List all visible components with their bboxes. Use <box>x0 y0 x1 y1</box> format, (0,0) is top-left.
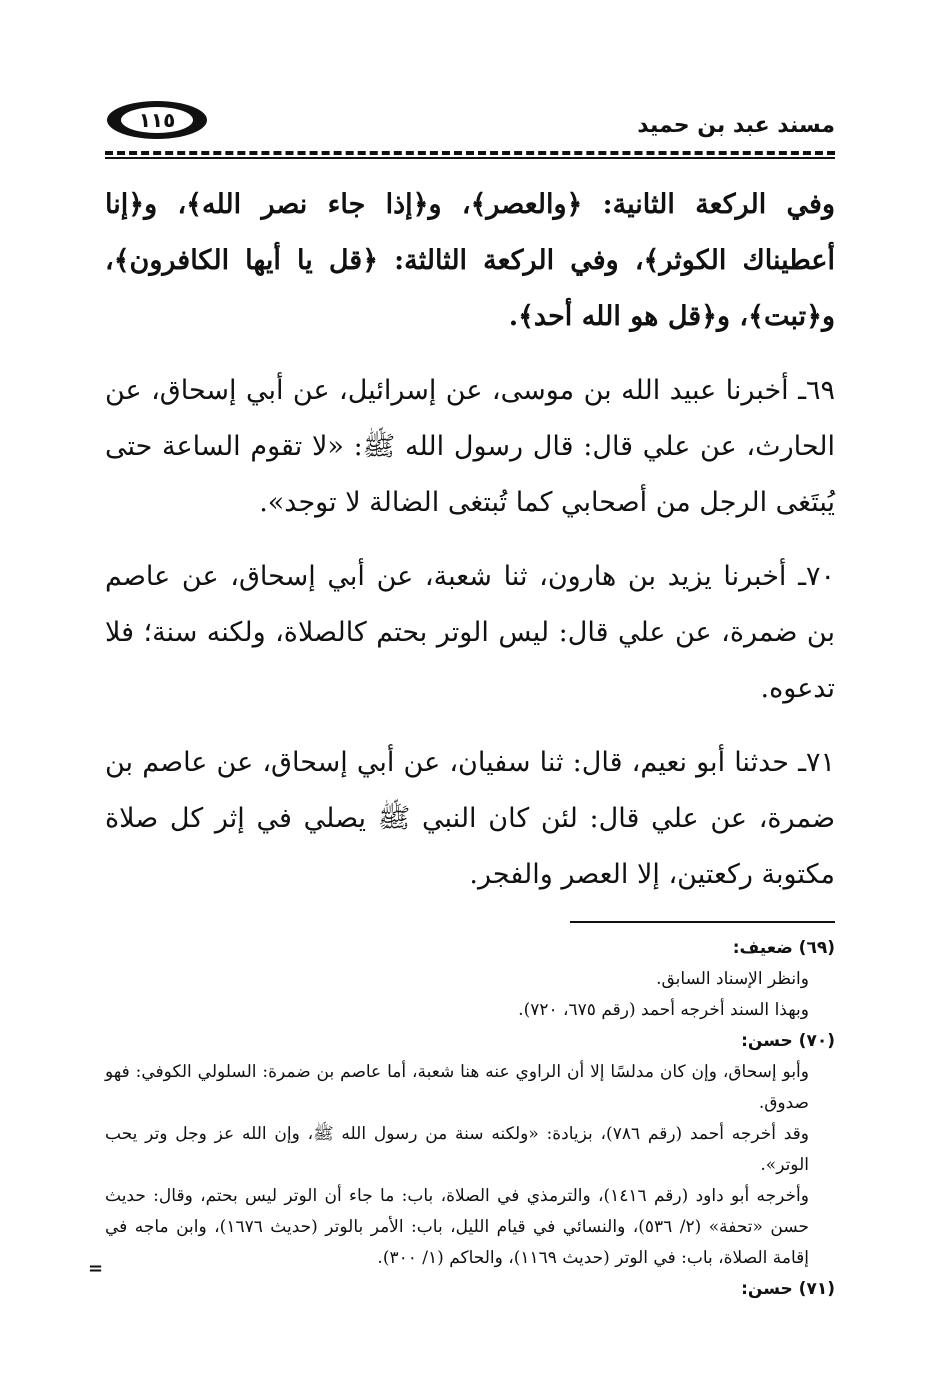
footnote-70-line: وأبو إسحاق، وإن كان مدلسًا إلا أن الراوي عنه هنا شعبة، أما عاصم بن ضمرة: السلولي الكوفي: فهو صدوق. <box>105 1062 809 1113</box>
header-rule-thin <box>105 157 835 159</box>
footnote-70-heading: (٧٠) حسن: <box>741 1031 835 1051</box>
footnote-69-line: وبهذا السند أخرجه أحمد (رقم ٦٧٥، ٧٢٠). <box>518 1000 809 1020</box>
footnotes <box>105 933 835 1305</box>
main-text <box>105 177 835 903</box>
footnote-71-heading: (٧١) حسن: <box>741 1279 835 1299</box>
footnote-70-line: وأخرجه أبو داود (رقم ١٤١٦)، والترمذي في الصلاة، باب: ما جاء أن الوتر ليس بحتم، وقال: حديث حسن «تحفة» (٢/ ٥٣٦)، والنسائي في قيام الليل، باب: الأمر بالوتر (حديث ١٦٧٦)، وابن ماجه في إقامة الصلاة، باب: في الوتر (حديث ١١٦٩)، والحاكم (١/ ٣٠٠). <box>105 1186 809 1268</box>
page-header <box>105 95 835 147</box>
hadith-69: ٦٩ـ أخبرنا عبيد الله بن موسى، عن إسرائيل، عن أبي إسحاق، عن الحارث، عن علي قال: قال رسول الله ﷺ: «لا تقوم الساعة حتى يُبتَغى الرجل من أصحابي كما تُبتغى الضالة لا توجد». <box>105 375 835 518</box>
margin-mark: = <box>88 1258 104 1279</box>
page-number-badge <box>107 101 207 139</box>
paragraph-recitation: وفي الركعة الثانية: ﴿والعصر﴾، و﴿إذا جاء نصر الله﴾، و﴿إنا أعطيناك الكوثر﴾، وفي الركعة الثالثة: ﴿قل يا أيها الكافرون﴾، و﴿تبت﴾، و﴿قل هو الله أحد﴾. <box>105 189 835 332</box>
footnote-69-heading: (٦٩) ضعيف: <box>732 938 835 958</box>
header-rule <box>105 151 835 155</box>
footnote-separator <box>570 921 835 923</box>
footnote-69-line: وانظر الإسناد السابق. <box>656 969 809 989</box>
hadith-70: ٧٠ـ أخبرنا يزيد بن هارون، ثنا شعبة، عن أبي إسحاق، عن عاصم بن ضمرة، عن علي قال: ليس الوتر بحتم كالصلاة، ولكنه سنة؛ فلا تدعوه. <box>105 561 835 704</box>
page-number: ١١٥ <box>121 107 193 133</box>
hadith-71: ٧١ـ حدثنا أبو نعيم، قال: ثنا سفيان، عن أبي إسحاق، عن عاصم بن ضمرة، عن علي قال: لئن كان النبي ﷺ يصلي في إثر كل صلاة مكتوبة ركعتين، إلا العصر والفجر. <box>105 747 835 890</box>
book-page <box>105 95 835 1305</box>
running-title: مسند عبد بن حميد <box>637 113 835 138</box>
footnote-70-line: وقد أخرجه أحمد (رقم ٧٨٦)، بزيادة: «ولكنه سنة من رسول الله ﷺ، وإن الله عز وجل وتر يحب الوتر». <box>105 1124 809 1175</box>
